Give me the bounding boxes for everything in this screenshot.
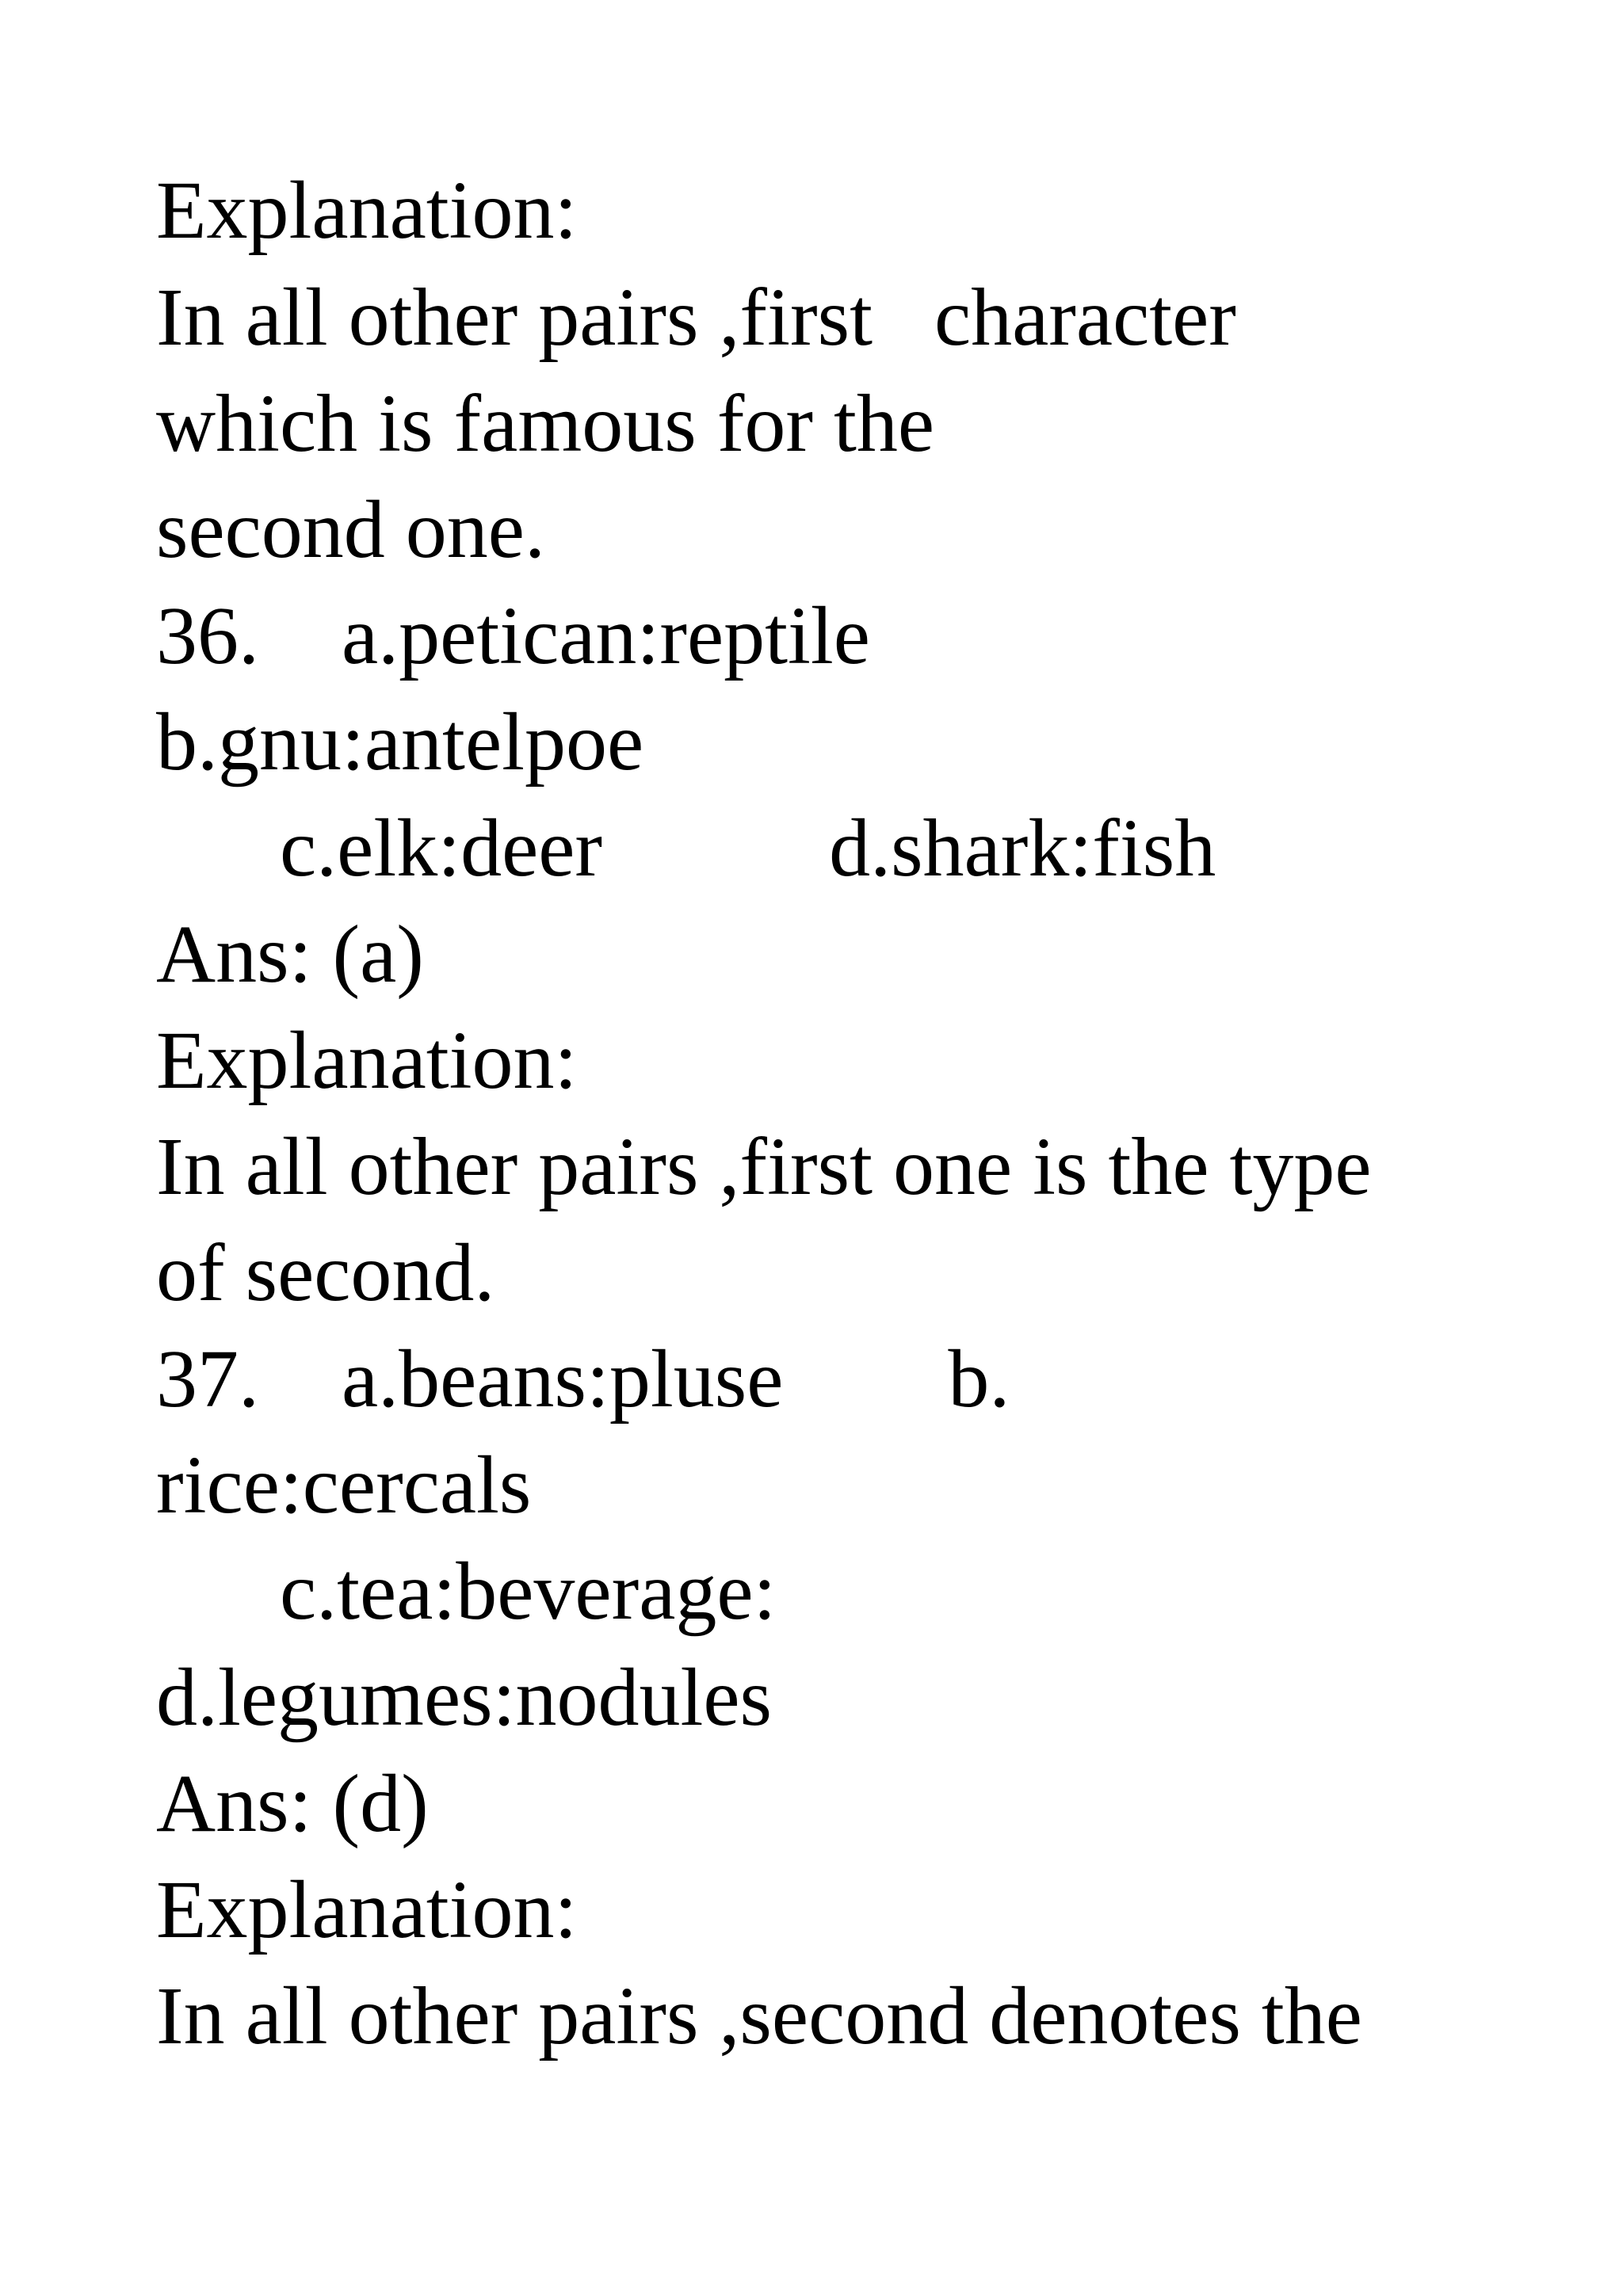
question-37-line-3: c.tea:beverage: bbox=[156, 1546, 777, 1637]
explanation-text-line-2: which is famous for the bbox=[156, 378, 935, 469]
explanation-heading: Explanation: bbox=[156, 1864, 578, 1955]
question-36-line-3: c.elk:deer d.shark:fish bbox=[156, 803, 1216, 894]
question-36-line-1: 36. a.petican:reptile bbox=[156, 590, 870, 681]
explanation-text-line-3: second one. bbox=[156, 484, 545, 575]
answer-37: Ans: (d) bbox=[156, 1758, 429, 1849]
explanation-heading: Explanation: bbox=[156, 1015, 578, 1106]
explanation-text-line-2: of second. bbox=[156, 1227, 495, 1318]
explanation-text-line-1: In all other pairs ,second denotes the bbox=[156, 1970, 1362, 2061]
explanation-text-line-1: In all other pairs ,first one is the type bbox=[156, 1121, 1372, 1212]
question-37-line-4: d.legumes:nodules bbox=[156, 1652, 773, 1743]
question-37-line-2: rice:cercals bbox=[156, 1440, 532, 1531]
explanation-text-line-1: In all other pairs ,first character bbox=[156, 272, 1236, 363]
explanation-heading: Explanation: bbox=[156, 165, 578, 256]
question-36-line-2: b.gnu:antelpoe bbox=[156, 696, 644, 788]
answer-36: Ans: (a) bbox=[156, 909, 424, 1000]
question-37-line-1: 37. a.beans:pluse b. bbox=[156, 1333, 1010, 1425]
